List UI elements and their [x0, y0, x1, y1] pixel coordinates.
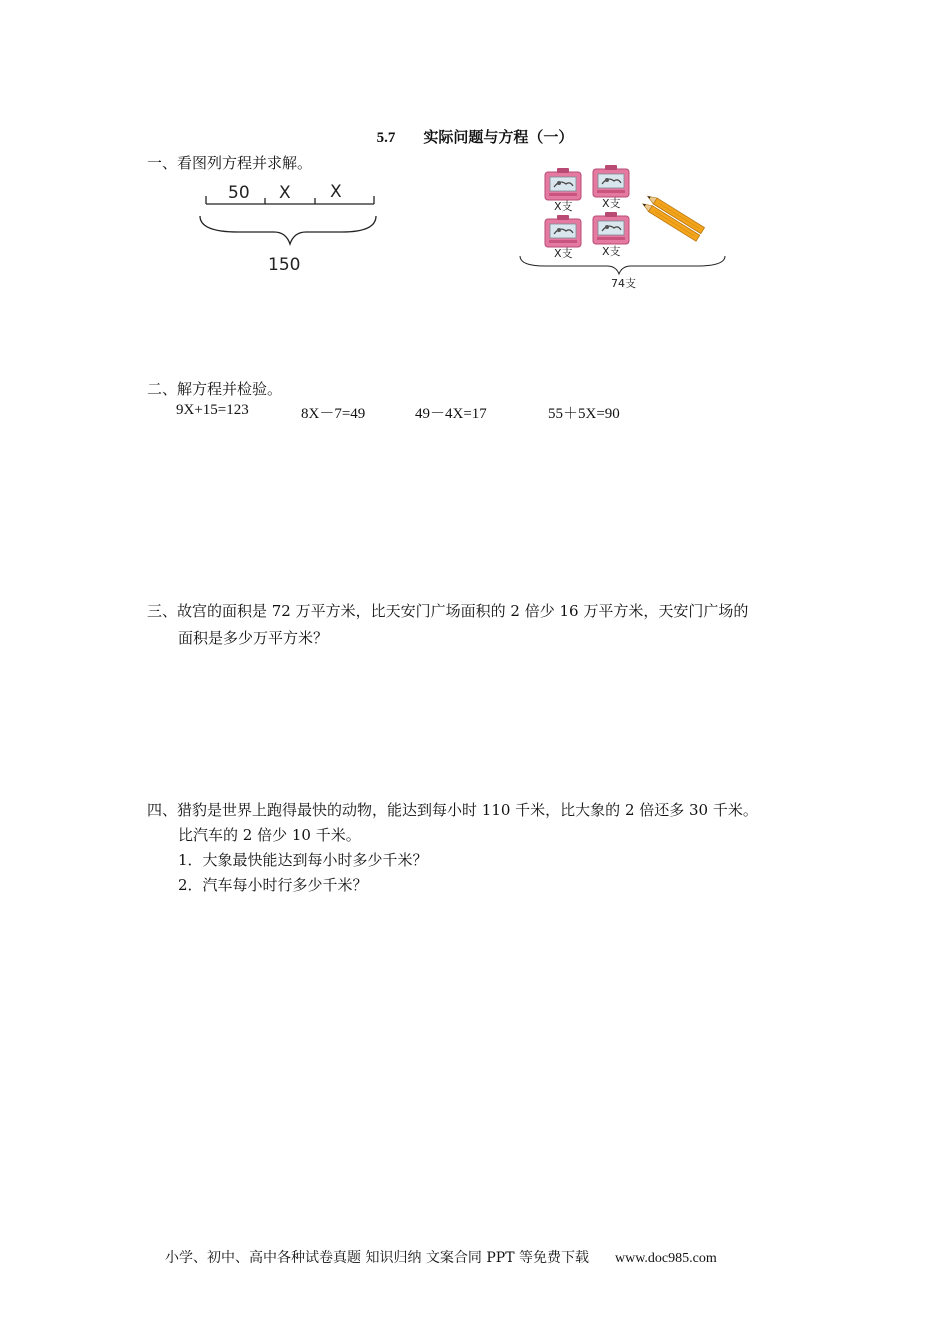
- section3-line2: 面积是多少万平方米？: [178, 629, 329, 647]
- section4-line1: 四、猎豹是世界上跑得最快的动物，能达到每小时 110 千米，比大象的 2 倍还多 30 千米。: [147, 801, 758, 819]
- box-label: X支: [554, 200, 573, 213]
- segment-label-x1: X: [279, 183, 291, 203]
- equation-2: 8X－7=49: [301, 406, 366, 422]
- pencil-box-diagram: [515, 160, 735, 295]
- page-title: [0, 126, 950, 147]
- pencils-icon: [641, 193, 705, 241]
- box-label: X支: [554, 247, 573, 260]
- equation-3: 49－4X=17: [415, 406, 487, 422]
- equation-4: 55＋5X=90: [548, 406, 620, 422]
- section4-question-1: 1．大象最快能达到每小时多少千米？: [178, 851, 428, 869]
- segment-diagram: [190, 176, 390, 281]
- total-label: 150: [268, 255, 301, 275]
- total-brace: [520, 256, 725, 274]
- segment-label-50: 50: [228, 183, 250, 203]
- pencil-box-icon: [545, 168, 581, 200]
- equation-1: 9X+15=123: [176, 402, 249, 418]
- section1-heading: 一、看图列方程并求解。: [147, 154, 313, 172]
- box-label: X支: [602, 197, 621, 210]
- footer-text: 小学、初中、高中各种试卷真题 知识归纳 文案合同 PPT 等免费下载: [165, 1250, 589, 1266]
- title-number: 5.7: [376, 130, 396, 146]
- pencil-box-icon: [593, 165, 629, 197]
- footer-url[interactable]: www.doc985.com: [614, 1251, 717, 1266]
- total-label: 74支: [611, 277, 636, 290]
- section4-line2: 比汽车的 2 倍少 10 千米。: [178, 826, 361, 844]
- segment-label-x2: X: [330, 182, 342, 202]
- total-brace: [200, 216, 376, 244]
- box-label: X支: [602, 245, 621, 258]
- footer: [165, 1247, 717, 1267]
- title-text: 实际问题与方程（一）: [423, 128, 574, 146]
- section2-heading: 二、解方程并检验。: [147, 380, 283, 398]
- pencil-box-icon: [545, 215, 581, 247]
- section3-line1: 三、故宫的面积是 72 万平方米，比天安门广场面积的 2 倍少 16 万平方米，天安门广场的: [147, 602, 749, 620]
- pencil-box-icon: [593, 212, 629, 244]
- section4-question-2: 2．汽车每小时行多少千米？: [178, 876, 368, 894]
